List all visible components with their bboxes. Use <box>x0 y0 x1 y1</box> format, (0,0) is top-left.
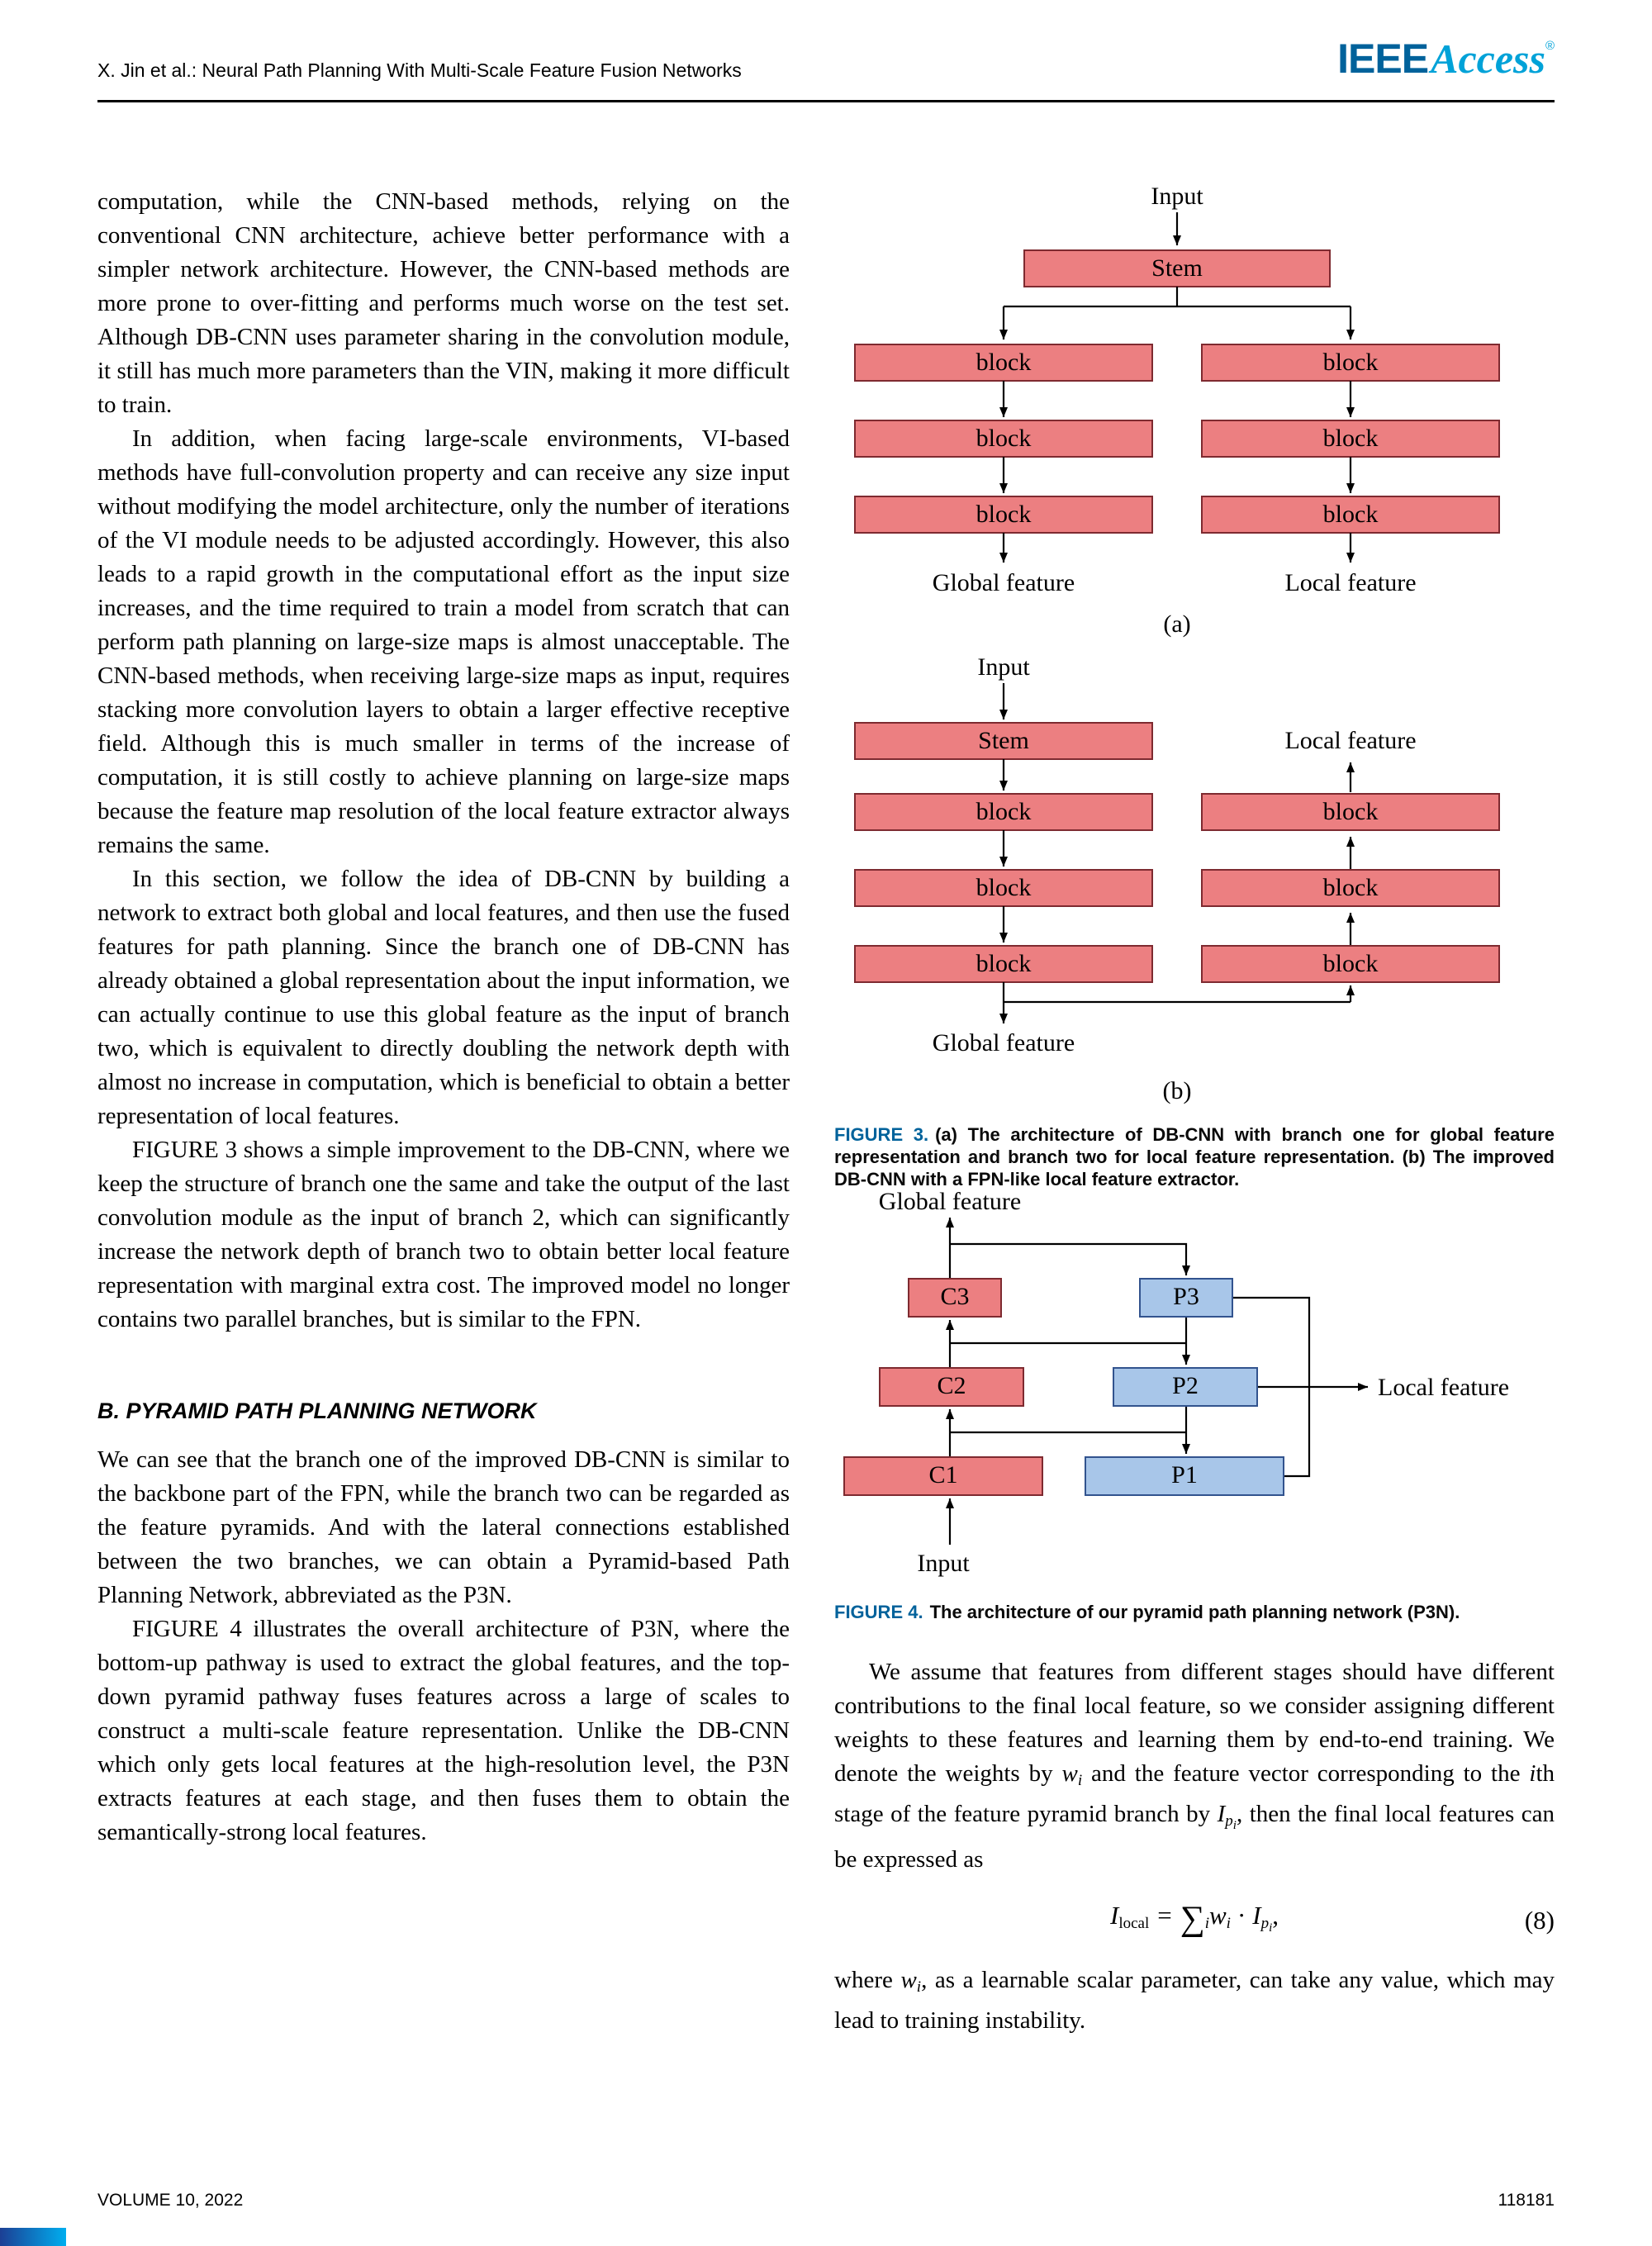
block-label: block <box>1322 425 1379 452</box>
text-run: th stage of the feature pyramid branch by <box>834 1760 1555 1827</box>
figure4-caption-label: FIGURE 4. <box>834 1602 923 1622</box>
paragraph: In this section, we follow the idea of DB-CNN by building a network to extract both global and local features, and then use the fused features for path planning. Since the branch one of DB-CNN has already obtained a global representation about the input information, we can actually continue to use this global feature as the input of branch two, which is equivalent to directly doubling the network depth with almost no increase in computation, which is beneficial to obtain a better representation of local features. <box>97 866 790 1129</box>
global-feature-label: Global feature <box>878 1189 1022 1215</box>
text-run: and the feature vector corresponding to the <box>1082 1760 1530 1787</box>
math-var-I: I <box>1252 1901 1261 1930</box>
fig3b-input-label: Input <box>977 653 1030 681</box>
math-var-I: I <box>1109 1901 1119 1930</box>
block-label: block <box>1322 950 1379 977</box>
math-var-w: w <box>1061 1760 1078 1787</box>
paragraph <box>834 1963 1555 2038</box>
math-var-w: w <box>900 1967 917 1993</box>
right-column-text <box>834 1655 1555 2038</box>
text-run: , then the final local features can be expressed as <box>834 1801 1555 1873</box>
summation-sign: ∑ <box>1180 1900 1205 1938</box>
block-label: block <box>976 798 1032 825</box>
c2-label: C2 <box>937 1372 966 1399</box>
block-label: block <box>1322 349 1379 376</box>
block-label: block <box>976 950 1032 977</box>
paragraph: FIGURE 3 shows a simple improvement to the DB-CNN, where we keep the structure of branch one the same and take the output of the last convolution module as the input of branch 2, which can significantly increase the network depth of branch two to obtain better local feature representation with marginal extra cost. The improved model no longer contains two parallel branches, but is similar to the FPN. <box>97 1137 790 1332</box>
p2-label: P2 <box>1172 1372 1199 1399</box>
left-column <box>97 185 790 1850</box>
math-subsub-i: i <box>1232 1819 1237 1832</box>
text-run: We assume that features from different stages should have different contributions to the final local feature, so we consider assigning different weights to these features and learning them by end-to-end training. We denote the weights by <box>834 1659 1555 1787</box>
figure3-caption-text: (a) The architecture of DB-CNN with branch one for global feature representation and branch two for local feature representation. (b) The improved DB-CNN with a FPN-like local feature extractor. <box>834 1124 1555 1189</box>
math-sub-i: i <box>1226 1915 1231 1932</box>
global-feature-label: Global feature <box>932 569 1075 596</box>
block-label: block <box>1322 874 1379 901</box>
paragraph: We can see that the branch one of the improved DB-CNN is similar to the backbone part of the FPN, while the branch two can be regarded as the feature pyramids. And with the lateral connections established between the two branches, we can obtain a Pyramid-based Path Planning Network, abbreviated as the P3N. <box>97 1446 790 1608</box>
lateral-connector-c3-p3 <box>950 1244 1186 1275</box>
paragraph: FIGURE 4 illustrates the overall architecture of P3N, where the bottom-up pathway is used to extract the global features, and the top-down pyramid pathway fuses features across a large of scales to construct a multi-scale feature representation. Unlike the DB-CNN which only gets local features at the high-resolution level, the P3N extracts features at each stage, and then fuses them to obtain the semantically-strong local features. <box>97 1616 790 1845</box>
math-var-I: I <box>1217 1801 1226 1827</box>
figure3-caption-label: FIGURE 3. <box>834 1124 929 1145</box>
c1-label: C1 <box>928 1461 958 1489</box>
block-label: block <box>976 501 1032 528</box>
stem-label: Stem <box>1151 254 1203 282</box>
local-feature-label: Local feature <box>1284 727 1417 754</box>
figure3b-diagram <box>834 648 1555 1115</box>
math-sub-i: i <box>1204 1915 1209 1932</box>
math-sub-p: p <box>1225 1812 1233 1830</box>
split-connector <box>1004 287 1351 306</box>
dot-operator: · <box>1237 1901 1246 1930</box>
equation-8 <box>834 1898 1555 1945</box>
math-subsub-i: i <box>1269 1921 1273 1935</box>
comma: , <box>1272 1901 1279 1930</box>
p1-label: P1 <box>1171 1461 1198 1489</box>
paragraph: computation, while the CNN-based methods, relying on the conventional CNN architecture, achieve better performance with a simpler network architecture. However, the CNN-based methods are more prone to over-fitting and performs much worse on the test set. Although DB-CNN uses parameter sharing in the convolution module, it still has much more parameters than the VIN, making it more difficult to train. <box>97 188 790 418</box>
fig4-input-label: Input <box>917 1550 970 1577</box>
block-label: block <box>1322 798 1379 825</box>
block-label: block <box>976 425 1032 452</box>
figure4-diagram <box>834 1189 1555 1590</box>
section-heading-b: B. PYRAMID PATH PLANNING NETWORK <box>97 1398 537 1423</box>
page-edge-gradient-mark <box>0 2228 66 2246</box>
figure3a-diagram <box>834 169 1555 644</box>
equation-body <box>1109 1900 1279 1938</box>
math-var-w: w <box>1208 1901 1227 1930</box>
stem-label: Stem <box>978 727 1029 754</box>
paragraph: In addition, when facing large-scale environments, VI-based methods have full-convolution property and can receive any size input without modifying the model architecture, only the number of iterations of the VI module needs to be adjusted accordingly. However, this also leads to a rapid growth in the computational effort as the input size increases, and the time required to train a model from scratch that can perform path planning on large-size maps is almost unacceptable. The CNN-based methods, when receiving large-size maps as input, requires stacking more convolution layers to obtain a larger effective receptive field. Although this is much smaller in terms of the increase of computation, it is still costly to achieve planning on large-size maps because the feature map resolution of the local feature extractor always remains the same. <box>97 425 790 858</box>
global-feature-label: Global feature <box>932 1029 1075 1057</box>
text-run: where <box>834 1967 901 1993</box>
block-label: block <box>976 349 1032 376</box>
figure3-caption <box>834 1123 1555 1190</box>
ieee-access-logo <box>1337 35 1555 83</box>
math-sub-p: p <box>1260 1915 1270 1932</box>
c3-label: C3 <box>940 1283 970 1310</box>
math-sub-i: i <box>1077 1772 1083 1789</box>
local-feature-label: Local feature <box>1284 569 1417 596</box>
math-sub-i: i <box>916 1978 922 1996</box>
math-sub-local: local <box>1118 1915 1150 1932</box>
block-label: block <box>976 874 1032 901</box>
p3-label: P3 <box>1173 1283 1199 1310</box>
footer-volume: VOLUME 10, 2022 <box>97 2191 244 2210</box>
subfigure-tag-a: (a) <box>1163 610 1191 638</box>
text-run: , as a learnable scalar parameter, can take any value, which may lead to training instability. <box>834 1967 1555 2034</box>
paragraph <box>834 1655 1555 1877</box>
header-rule <box>97 100 1555 102</box>
logo-ieee: IEEE <box>1337 36 1429 82</box>
running-title: X. Jin et al.: Neural Path Planning With Multi-Scale Feature Fusion Networks <box>97 59 742 81</box>
equation-number: (8) <box>1524 1906 1555 1935</box>
registered-mark: ® <box>1545 39 1555 53</box>
subfigure-tag-b: (b) <box>1162 1077 1192 1104</box>
figure4-caption <box>834 1601 1555 1623</box>
figure4-caption-text: The architecture of our pyramid path planning network (P3N). <box>929 1602 1460 1622</box>
block-label: block <box>1322 501 1379 528</box>
footer-page-number: 118181 <box>1498 2191 1555 2210</box>
equals-sign: = <box>1157 1901 1172 1930</box>
local-feature-label: Local feature <box>1378 1374 1510 1401</box>
logo-access: Access <box>1431 36 1545 82</box>
math-var-i: i <box>1529 1760 1536 1787</box>
fig3a-input-label: Input <box>1151 183 1203 210</box>
